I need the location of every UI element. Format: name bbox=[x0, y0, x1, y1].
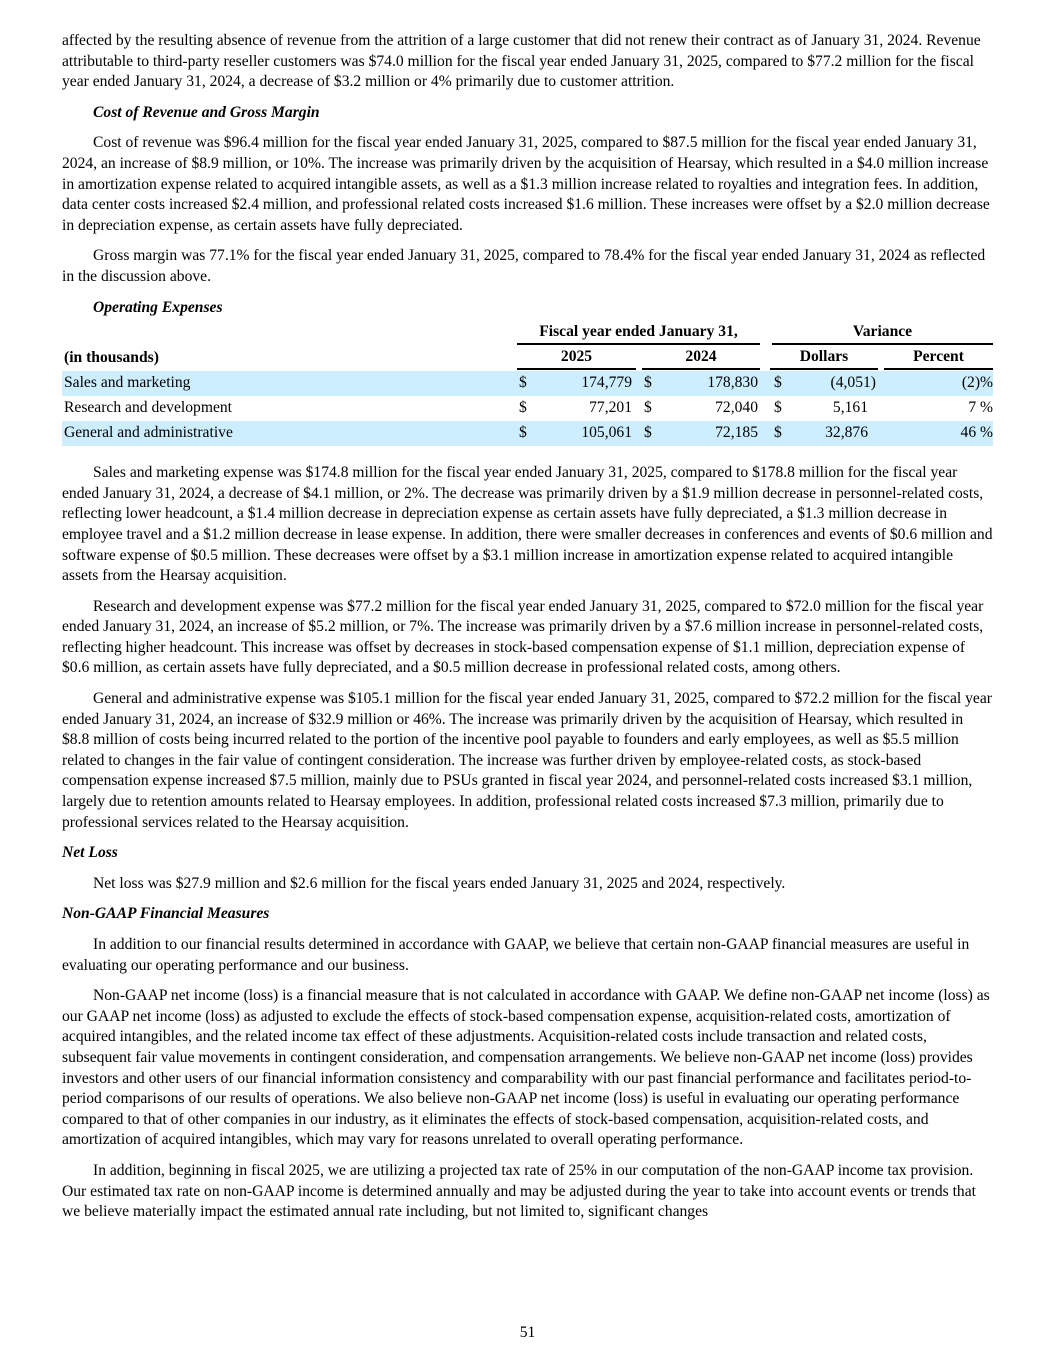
paragraph-general-administrative: General and administrative expense was $105.1 million for the fiscal year ended January 31, 2025, compared to $72.2 million for the fiscal year ended January 31, 2024, an increase of $32.9 million or 46%. The increase was primarily driven by the acquisition of Hearsay, which resulted in $8.8 million of costs being incurred related to the portion of the incentive pool payable to founders and early employees, as well as $5.5 million related to changes in the fair value of contingent consideration. The increase was further driven by employee-related costs, as stock-based compensation expense increased $7.5 million, mainly due to PSUs granted in fiscal year 2024, and personnel-related costs increased $3.1 million, largely due to retention amounts related to Hearsay employees. In addition, professional related costs increased $7.3 million, primarily due to professional services related to the Hearsay acquisition. bbox=[62, 690, 992, 831]
column-header-2025: 2025 bbox=[517, 346, 642, 371]
currency-symbol: $ bbox=[774, 399, 782, 417]
table-row bbox=[62, 396, 993, 421]
paragraph-tax-rate: In addition, beginning in fiscal 2025, we are utilizing a projected tax rate of 25% in our computation of the non-GAAP income tax provision. Our estimated tax rate on non-GAAP income is determined annually and may be adjusted during the year to take into account events or trends that we believe materially impact the estimated annual rate including, but not limited to, significant changes bbox=[62, 1161, 976, 1221]
paragraph-sales-marketing: Sales and marketing expense was $174.8 million for the fiscal year ended January 31, 2025, compared to $178.8 million for the fiscal year ended January 31, 2024, a decrease of $4.1 million, or 2%. The decrease was primarily driven by a $1.9 million decrease in personnel-related costs, reflecting lower headcount, a $1.4 million decrease in depreciation expense as certain assets have fully depreciated, a $1.3 million decrease in employee travel and a $1.2 million decrease in lease expense. In addition, there were smaller decreases in conferences and events of $0.6 million and software expense of $0.5 million. These decreases were offset by a $3.1 million increase in amortization expense related to acquired intangible assets from the Hearsay acquisition. bbox=[62, 464, 993, 585]
paragraph-non-gaap-definition: Non-GAAP net income (loss) is a financial measure that is not calculated in accordance with GAAP. We define non-GAAP net income (loss) as our GAAP net income (loss) as adjusted to exclude the effects of stock-based compensation expense, acquisition-related costs, amortization of acquired intangibles, and the related income tax effect of these adjustments. Acquisition-related costs include transaction and related costs, subsequent fair value movements in contingent consideration, and compensation arrangements. We believe non-GAAP net income (loss) provides investors and other users of our financial information consistency and comparability with our past financial performance and facilitates period-to-period comparisons of our results of operations. We also believe non-GAAP net income (loss) is useful in evaluating our operating performance compared to that of other companies in our industry, as it eliminates the effects of stock-based compensation, acquisition-related costs, and amortization of acquired intangibles, which may vary for reasons unrelated to overall operating performance. bbox=[62, 987, 990, 1149]
group-header-variance: Variance bbox=[760, 321, 993, 346]
currency-symbol: $ bbox=[519, 399, 527, 417]
page-number: 51 bbox=[519, 1324, 536, 1341]
row-label: Sales and marketing bbox=[62, 371, 517, 396]
table-group-header-row bbox=[62, 321, 993, 346]
paragraph-net-loss: Net loss was $27.9 million and $2.6 million for the fiscal years ended January 31, 2025 and 2024, respectively. bbox=[93, 874, 786, 892]
currency-symbol: $ bbox=[519, 424, 527, 442]
paragraph-non-gaap-intro: In addition to our financial results determined in accordance with GAAP, we believe that certain non-GAAP financial measures are useful in evaluating our operating performance and our business. bbox=[62, 936, 970, 974]
table-row bbox=[62, 421, 993, 446]
value-2024: 72,185 bbox=[715, 424, 758, 442]
value-2025: 174,779 bbox=[581, 374, 632, 392]
table-column-header-row bbox=[62, 346, 993, 371]
currency-symbol: $ bbox=[774, 374, 782, 392]
heading-operating-expenses: Operating Expenses bbox=[93, 298, 223, 316]
operating-expenses-table bbox=[62, 321, 993, 446]
value-2025: 105,061 bbox=[581, 424, 632, 442]
column-header-dollars: Dollars bbox=[760, 346, 878, 371]
units-label: (in thousands) bbox=[64, 349, 159, 367]
table-row bbox=[62, 371, 993, 396]
currency-symbol: $ bbox=[519, 374, 527, 392]
variance-dollars: 32,876 bbox=[825, 424, 868, 442]
paragraph-cost-of-revenue: Cost of revenue was $96.4 million for the fiscal year ended January 31, 2025, compared to $87.5 million for the fiscal year ended January 31, 2024, an increase of $8.9 million, or 10%. The increase was primarily driven by the acquisition of Hearsay, which resulted in a $4.0 million increase in amortization expense related to acquired intangible assets, as well as a $1.3 million increase related to royalties and integration fees. In addition, data center costs increased $2.4 million, and professional related costs increased $1.6 million. These increases were offset by a $2.0 million decrease in depreciation expense, as certain assets have fully depreciated. bbox=[62, 134, 990, 234]
heading-non-gaap: Non-GAAP Financial Measures bbox=[62, 905, 270, 923]
currency-symbol: $ bbox=[644, 399, 652, 417]
value-2024: 72,040 bbox=[715, 399, 758, 417]
variance-dollars: (4,051) bbox=[830, 374, 876, 392]
currency-symbol: $ bbox=[644, 374, 652, 392]
row-label: Research and development bbox=[64, 399, 232, 417]
heading-net-loss: Net Loss bbox=[62, 844, 118, 862]
currency-symbol: $ bbox=[774, 424, 782, 442]
heading-cost-of-revenue: Cost of Revenue and Gross Margin bbox=[93, 103, 320, 121]
row-label: General and administrative bbox=[62, 421, 517, 446]
variance-percent: 7 % bbox=[968, 399, 994, 417]
paragraph-research-development: Research and development expense was $77.2 million for the fiscal year ended January 31, 2025, compared to $72.0 million for the fiscal year ended January 31, 2024, an increase of $5.2 million, or 7%. The increase was primarily driven by a $7.6 million increase in personnel-related costs, reflecting higher headcount. This increase was offset by decreases in stock-based compensation expense of $1.1 million, depreciation expense of $0.6 million, as certain assets have fully depreciated, and a $0.5 million decrease in professional related costs, among others. bbox=[62, 597, 984, 677]
column-header-2024: 2024 bbox=[642, 346, 760, 371]
group-header-fiscal-year: Fiscal year ended January 31, bbox=[517, 321, 760, 346]
variance-percent: 46 % bbox=[878, 421, 993, 446]
document-page bbox=[62, 0, 993, 1223]
variance-dollars: 5,161 bbox=[832, 399, 868, 417]
variance-percent: (2)% bbox=[878, 371, 993, 396]
currency-symbol: $ bbox=[644, 424, 652, 442]
column-header-percent: Percent bbox=[878, 346, 993, 371]
paragraph-revenue-continued: affected by the resulting absence of revenue from the attrition of a large customer that did not renew their contract as of January 31, 2024. Revenue attributable to third-party reseller customers was $74.0 million for the fiscal year ended January 31, 2025, compared to $77.2 million for the fiscal year ended January 31, 2024, a decrease of $3.2 million or 4% primarily due to customer attrition. bbox=[62, 32, 981, 91]
value-2025: 77,201 bbox=[589, 399, 632, 417]
paragraph-gross-margin: Gross margin was 77.1% for the fiscal year ended January 31, 2025, compared to 78.4% for the fiscal year ended January 31, 2024 as reflected in the discussion above. bbox=[62, 247, 986, 285]
value-2024: 178,830 bbox=[707, 374, 758, 392]
